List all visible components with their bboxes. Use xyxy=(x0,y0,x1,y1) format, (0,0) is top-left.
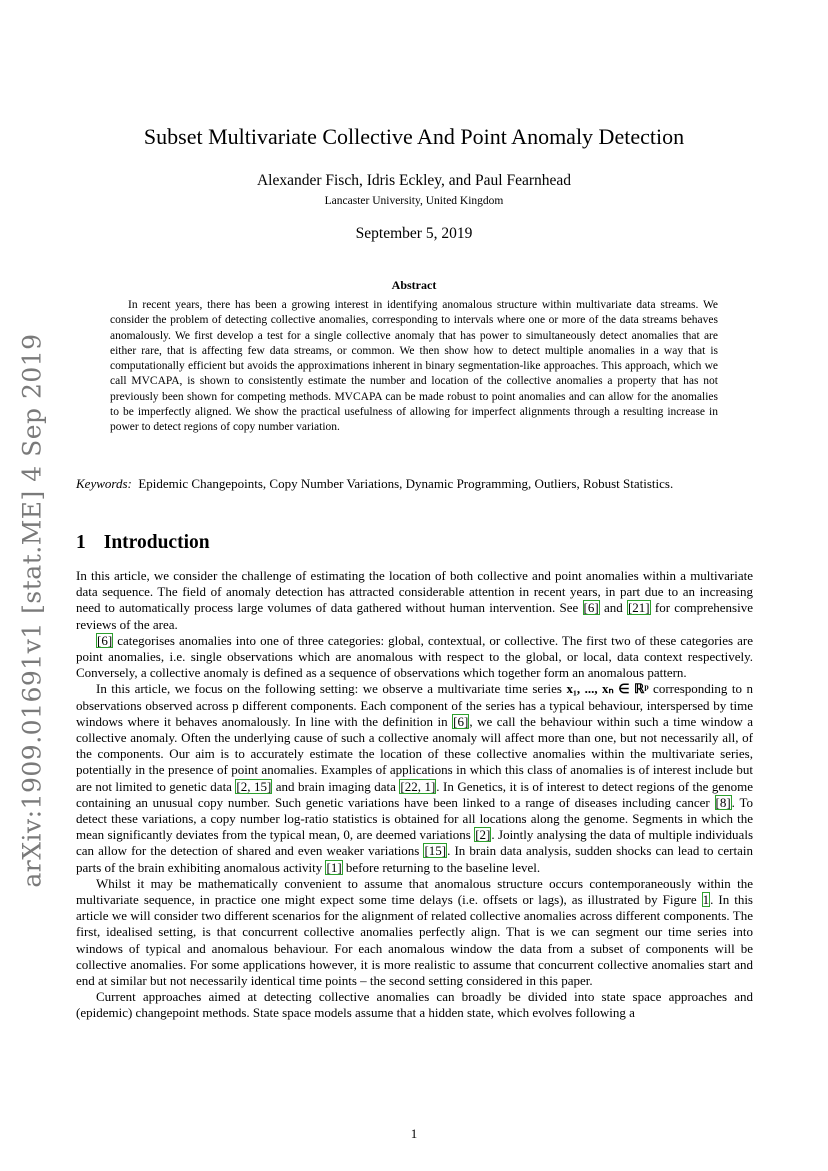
abstract-heading: Abstract xyxy=(391,278,437,292)
figure-link[interactable]: 1 xyxy=(702,892,710,908)
body-text xyxy=(76,568,753,1022)
text-run: Whilst it may be mathematically convenient to assume that anomalous structure occurs contemporaneously within the multivariate sequence, in practice one might expect some time delays (i.e. offsets or lags), as illustrated by Figure xyxy=(76,875,753,908)
text-run: and xyxy=(599,600,627,616)
text-run: for comprehensive reviews of the area. xyxy=(76,600,753,632)
section-heading xyxy=(76,532,210,554)
citation-link[interactable]: [21] xyxy=(627,600,650,616)
keywords-list: Epidemic Changepoints, Copy Number Variations, Dynamic Programming, Outliers, Robust Statistics. xyxy=(138,476,674,491)
math-expression: x₁, ..., xₙ ∈ ℝᵖ xyxy=(566,681,649,697)
paragraph-1 xyxy=(76,568,753,633)
abstract-text: In recent years, there has been a growing interest in identifying anomalous structure within multivariate data streams. We consider the problem of detecting collective anomalies, corresponding to intervals where one or more of the data streams behaves anomalously. We first develop a test for a single collective anomaly that has power to simultaneously detect anomalies that are either rare, that is affecting few data streams, or common. We then show how to detect multiple anomalies in a way that is computationally efficient but avoids the approximations inherent in binary segmentation-like approaches. This approach, which we call MVCAPA, is shown to consistently estimate the number and location of the collective anomalies a property that has not previously been shown for competing methods. MVCAPA can be made robust to point anomalies and can allow for the anomalies to be imperfectly aligned. We show the practical usefulness of allowing for imperfect alignments through a resulting increase in power to detect regions of copy number variation. xyxy=(110,299,718,434)
text-run: . To detect these variations, a copy number log-ratio statistics is obtained for all locations along the genome. Segments in which the mean significantly deviates from the typical mean, 0, are deemed variations xyxy=(76,794,753,843)
author-affiliation: Lancaster University, United Kingdom xyxy=(324,195,504,207)
citation-link[interactable]: [8] xyxy=(715,794,731,810)
arxiv-side-stamp xyxy=(14,332,50,888)
paper-date: September 5, 2019 xyxy=(355,225,473,242)
citation-link[interactable]: [1] xyxy=(326,859,342,875)
paragraph-4 xyxy=(76,876,753,989)
citation-link[interactable]: [2] xyxy=(475,827,491,843)
paper-title: Subset Multivariate Collective And Point Anomaly Detection xyxy=(143,124,685,149)
arxiv-identifier: arXiv:1909.01691v1 [stat.ME] 4 Sep 2019 xyxy=(17,332,47,888)
text-run: . In brain data analysis, sudden shocks can lead to certain parts of the brain exhibiting anomalous activity xyxy=(76,843,753,875)
citation-link[interactable]: [6] xyxy=(453,713,469,729)
text-run: In this article, we focus on the following setting: we observe a multivariate time series xyxy=(96,681,567,697)
keywords-label: Keywords: xyxy=(76,476,132,491)
text-run: , we call the behaviour within such a time window a collective anomaly. Often the underlying cause of such a collective anomaly will affect more than one, but not necessarily all, of the components. Our aim is to accurately estimate the location of these collective anomalies within the multivariate series, potentially in the presence of point anomalies. Examples of applications in which this class of anomalies is of interest include but are not limited to genetic data xyxy=(76,713,753,794)
text-run: . In Genetics, it is of interest to detect regions of the genome containing an unusual copy number. Such genetic variations have been linked to a range of diseases including cancer xyxy=(76,778,753,810)
text-run: In this article, we consider the challenge of estimating the location of both collective and point anomalies within a multivariate data sequence. The field of anomaly detection has attracted considerable attention in recent years, in part due to an increasing need to automatically process large volumes of data gathered without human intervention. See xyxy=(76,568,753,616)
text-run: before returning to the baseline level. xyxy=(342,859,541,875)
citation-link[interactable]: [6] xyxy=(583,600,599,616)
page-number: 1 xyxy=(410,1126,418,1141)
section-title: Introduction xyxy=(103,532,210,553)
text-run: categorises anomalies into one of three categories: global, contextual, or collective. The first two of these categories are point anomalies, i.e. single observations which are anomalous with respect to the global, or local, data context respectively. Conversely, a collective anomaly is defined as a sequence of observations which together form an anomalous pattern. xyxy=(76,632,753,681)
text-run: . In this article we will consider two different scenarios for the alignment of related collective anomalies across different components. The first, idealised setting, is that concurrent collective anomalies perfectly align. That is we can segment our time series into windows of typical and anomalous behaviour. For each anomalous window the data from a subset of components will be collective anomalies. For some applications however, it is more realistic to assume that concurrent collective anomalies start and end at similar but not necessarily identical time points – the second setting considered in this paper. xyxy=(76,892,753,989)
section-number: 1 xyxy=(76,532,86,553)
keywords-paragraph xyxy=(76,475,753,492)
paragraph-3 xyxy=(76,681,753,875)
text-run: and brain imaging data xyxy=(272,778,400,794)
paragraph-5 xyxy=(76,989,753,1021)
citation-link[interactable]: [2, 15] xyxy=(236,778,272,794)
text-run: Current approaches aimed at detecting collective anomalies can broadly be divided into state space approaches and (epidemic) changepoint methods. State space models assume that a hidden state, which evolves following a xyxy=(76,989,753,1021)
citation-link[interactable]: [6] xyxy=(97,632,113,648)
text-run: . Jointly analysing the data of multiple individuals can allow for the detection of shared and even weaker variations xyxy=(76,827,754,859)
paragraph-2 xyxy=(76,633,753,682)
citation-link[interactable]: [22, 1] xyxy=(400,778,436,794)
text-run: corresponding to n observations observed across p different components. Each component of the series has a typical behaviour, interspersed by time windows where it behaves anomalously. In line with the definition in xyxy=(76,681,753,729)
paper-authors: Alexander Fisch, Idris Eckley, and Paul Fearnhead xyxy=(256,172,572,189)
citation-link[interactable]: [15] xyxy=(424,843,447,859)
